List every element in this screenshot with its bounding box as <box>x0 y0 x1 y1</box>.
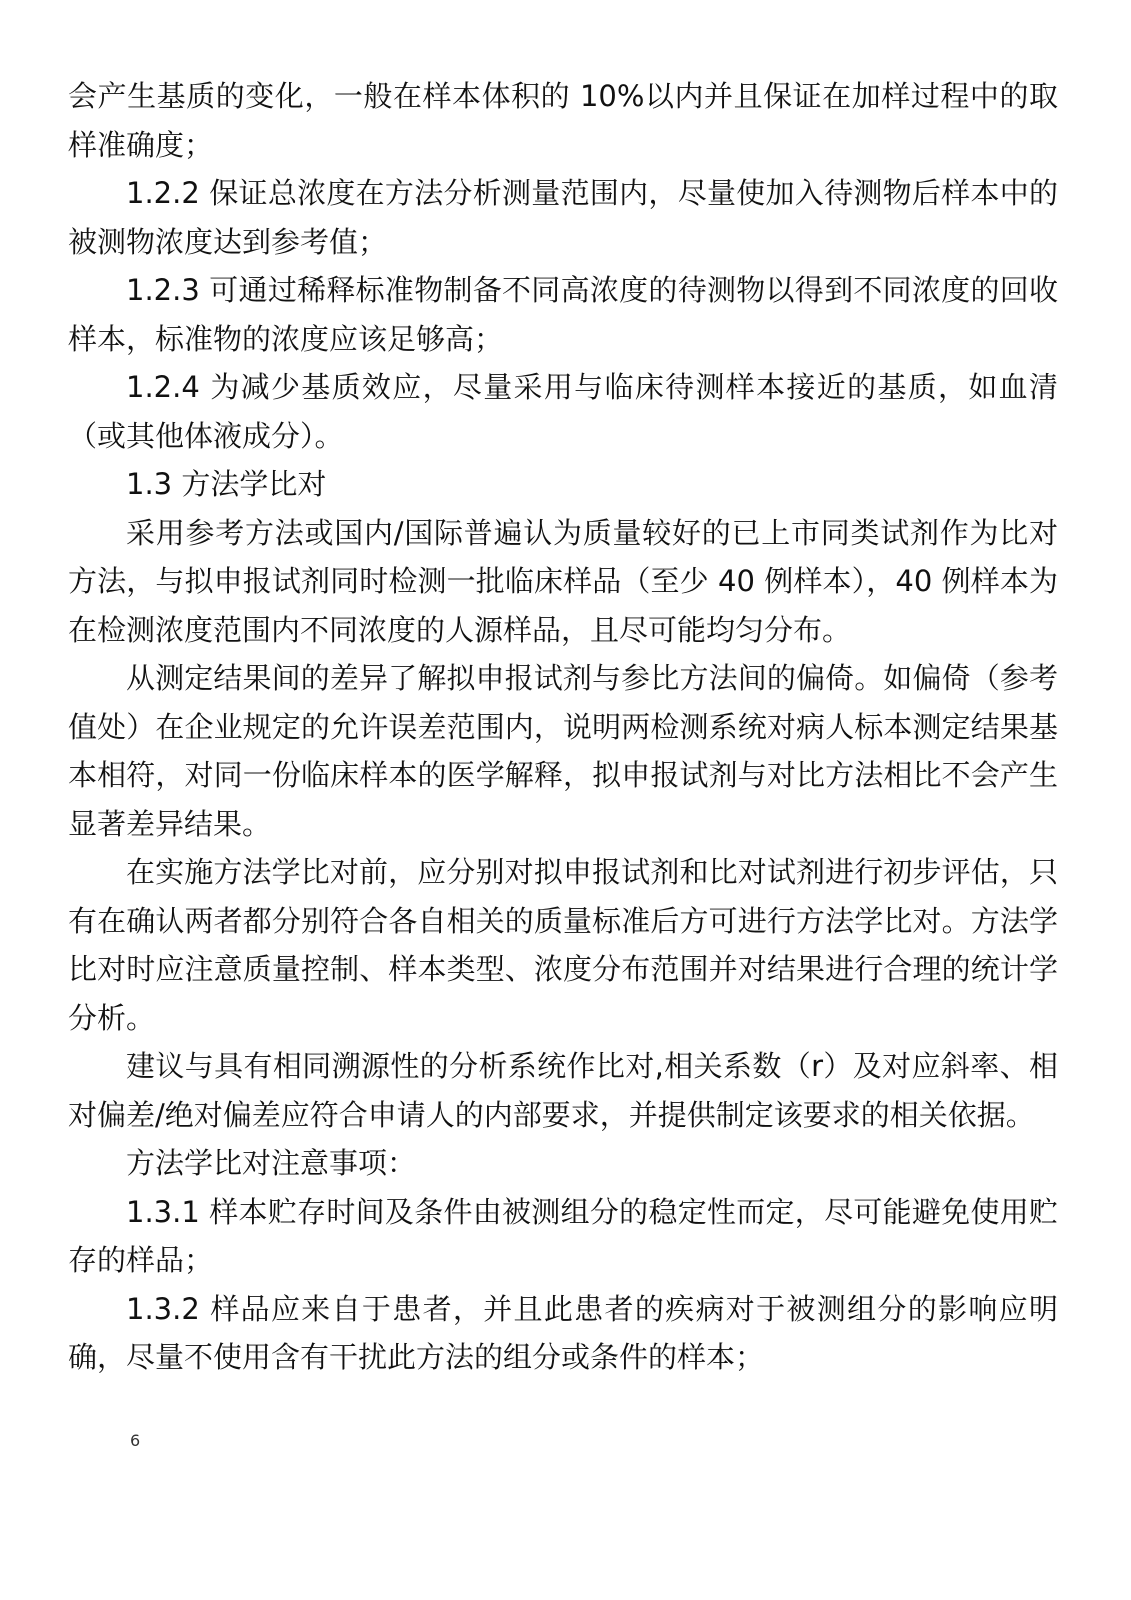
paragraph-method-comparison: 采用参考方法或国内/国际普遍认为质量较好的已上市同类试剂作为比对方法，与拟申报试剂同时检测一批临床样品（至少 40 例样本），40 例样本为在检测浓度范围内不同浓度的人源样品，且尽可能均匀分布。 <box>68 515 1058 647</box>
section-heading-1-3: 1.3 方法学比对 <box>126 467 327 501</box>
paragraph-1: 会产生基质的变化，一般在样本体积的 10%以内并且保证在加样过程中的取样准确度； <box>68 79 1058 162</box>
paragraph-bias: 从测定结果间的差异了解拟申报试剂与参比方法间的偏倚。如偏倚（参考值处）在企业规定的允许误差范围内，说明两检测系统对病人标本测定结果基本相符，对同一份临床样本的医学解释，拟申报试剂与对比方法相比不会产生显著差异结果。 <box>68 661 1058 841</box>
paragraph-1-2-2: 1.2.2 保证总浓度在方法分析测量范围内，尽量使加入待测物后样本中的被测物浓度达到参考值； <box>68 176 1058 259</box>
paragraph-1-3-1: 1.3.1 样本贮存时间及条件由被测组分的稳定性而定，尽可能避免使用贮存的样品； <box>68 1194 1058 1277</box>
paragraph-1-2-3: 1.2.3 可通过稀释标准物制备不同高浓度的待测物以得到不同浓度的回收样本，标准物的浓度应该足够高； <box>68 273 1058 356</box>
paragraph-preliminary-evaluation: 在实施方法学比对前，应分别对拟申报试剂和比对试剂进行初步评估，只有在确认两者都分别符合各自相关的质量标准后方可进行方法学比对。方法学比对时应注意质量控制、样本类型、浓度分布范围并对结果进行合理的统计学分析。 <box>68 855 1058 1035</box>
paragraph-1-2-4: 1.2.4 为减少基质效应，尽量采用与临床待测样本接近的基质，如血清（或其他体液成分）。 <box>68 370 1058 453</box>
document-body <box>68 72 1058 1382</box>
page-number: 6 <box>130 1431 141 1450</box>
paragraph-traceability: 建议与具有相同溯源性的分析系统作比对,相关系数（r）及对应斜率、相对偏差/绝对偏差应符合申请人的内部要求，并提供制定该要求的相关依据。 <box>68 1049 1058 1132</box>
paragraph-1-3-2: 1.3.2 样品应来自于患者，并且此患者的疾病对于被测组分的影响应明确，尽量不使用含有干扰此方法的组分或条件的样本； <box>68 1291 1058 1374</box>
paragraph-notes-heading: 方法学比对注意事项： <box>126 1146 417 1180</box>
